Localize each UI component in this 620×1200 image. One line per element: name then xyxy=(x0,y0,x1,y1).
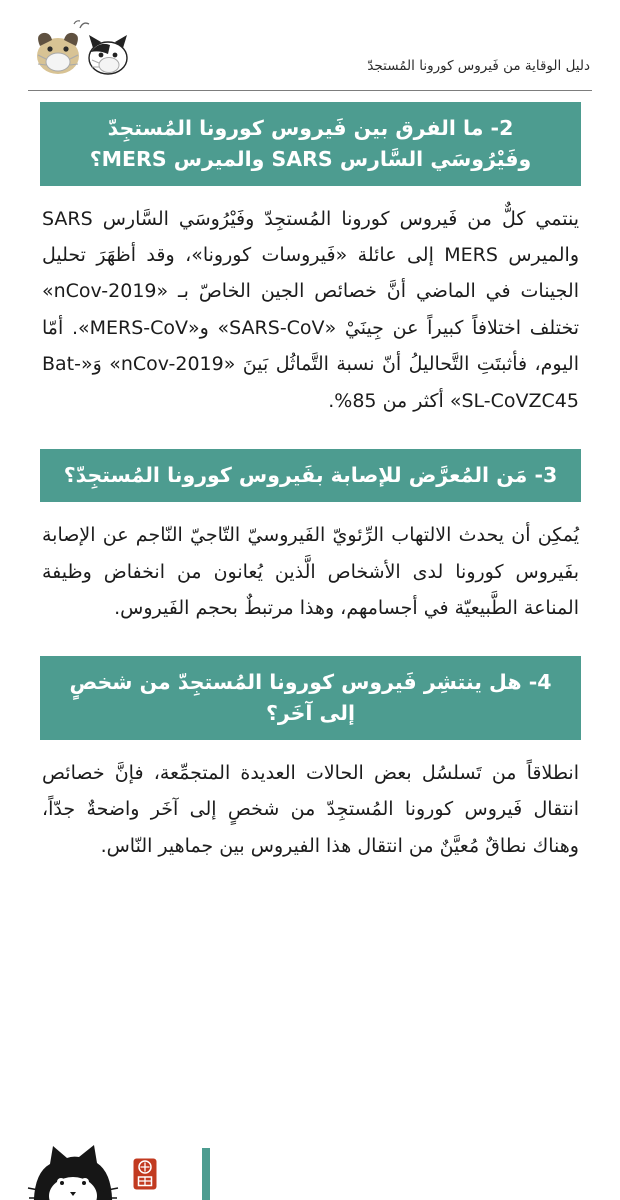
section-2-body: ينتمي كلٌّ من فَيروس كورونا المُستجِدّ وفَيْرُوسَي السَّارس SARS والميرس MERS إلى عائلة «فَيروسات كورونا»، وقد أظهَرَ تحليل الجينات في الماضي أنَّ خصائص الجين الخاصّ بـ «nCov-2019» تختلف اختلافاً كبيراً عن جِينَيْ «SARS-CoV» و«MERS-CoV». أمّا اليوم، فأثبتَتِ التَّحاليلُ أنّ نسبة التَّماثُل بَينَ «nCov-2019» وَ«Bat-SL-CoVZC45» أكثر من 85%. xyxy=(42,207,580,412)
section-4-title: 4- هل ينتشِر فَيروس كورونا المُستجِدّ من شخصٍ إلى آخَر؟ xyxy=(69,670,552,726)
booklet-title: دليل الوقاية من فَيروس كورونا المُستجدّ xyxy=(367,58,590,74)
masked-pets-illustration xyxy=(30,18,136,84)
teal-accent-bar xyxy=(202,1148,210,1200)
seal-icon xyxy=(133,1158,157,1190)
page-content xyxy=(40,102,581,894)
section-4-banner xyxy=(40,656,581,740)
section-3-banner xyxy=(40,449,581,502)
section-4-body: انطلاقاً من تَسلسُل بعض الحالات العديدة المتجمِّعة، فإنَّ خصائص انتقال فَيروس كورونا المُستجِدّ من شخصٍ إلى آخَر واضحةٌ جدّاً، وهناك نطاقٌ مُعيَّنٌ من انتقال هذا الفيروس بين جماهير النّاس. xyxy=(42,761,579,857)
red-seal-stamp-icon xyxy=(133,1158,157,1194)
black-cat-icon xyxy=(22,1140,122,1200)
black-cat-illustration xyxy=(22,1140,122,1200)
section-2-title: 2- ما الفرق بين فَيروس كورونا المُستجِدّ وفَيْرُوسَي السَّارس SARS والميرس MERS؟ xyxy=(89,116,532,171)
masked-pets-icon xyxy=(30,18,136,80)
section-3-body: يُمكِن أن يحدث الالتهاب الرِّئويّ الفَيروسيّ التّاجيّ النّاجم عن الإصابة بفَيروس كورونا لدى الأشخاص الَّذين يُعانون من انخفاض وظيفة المناعة الطَّبيعيّة في أجسامهم، وهذا مرتبطٌ بحجم الفَيروس. xyxy=(42,524,579,619)
section-2-banner xyxy=(40,102,581,186)
section-3-title: 3- مَن المُعرَّض للإصابة بفَيروس كورونا المُستجِدّ؟ xyxy=(63,463,558,488)
header-divider xyxy=(28,90,592,91)
